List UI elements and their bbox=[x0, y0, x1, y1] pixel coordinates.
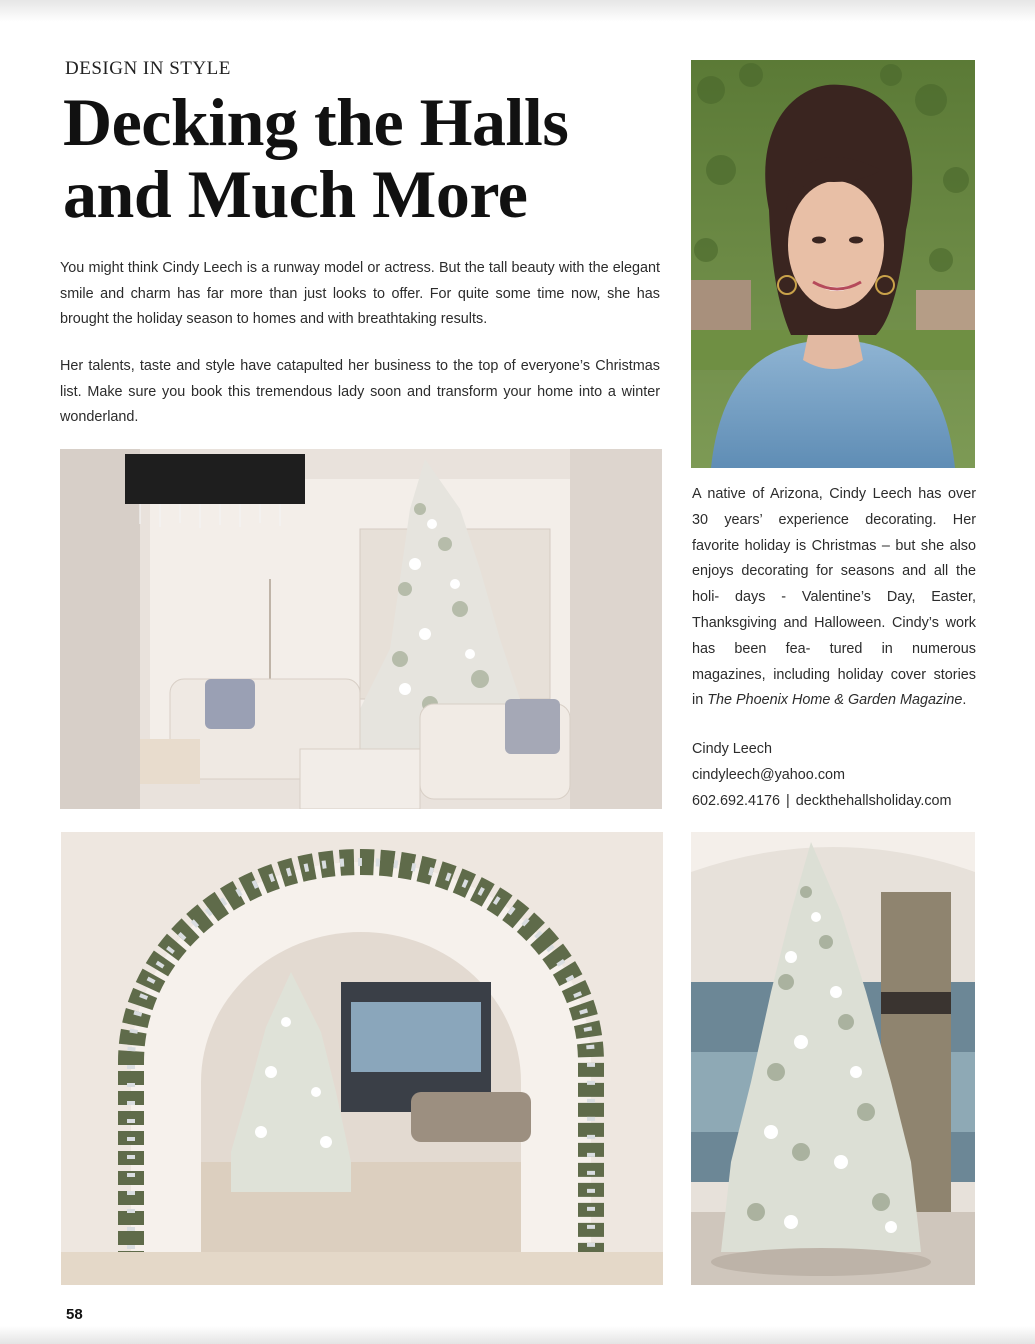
christmas-tree-photo bbox=[691, 832, 975, 1285]
intro-paragraph-2: Her talents, taste and style have catapulted her business to the top of everyone’s Christmas list. Make sure you book this tremendous lady soon and transform your home into a winter wonderland. bbox=[60, 358, 660, 425]
contact-phone: 602.692.4176 bbox=[692, 793, 781, 809]
headline-line-2: and Much More bbox=[63, 156, 528, 232]
contact-phone-website bbox=[692, 789, 982, 815]
archway-photo bbox=[61, 832, 663, 1285]
living-room-photo bbox=[60, 449, 662, 809]
page-number: 58 bbox=[66, 1306, 83, 1323]
portrait-photo bbox=[691, 60, 975, 468]
contact-separator: | bbox=[786, 793, 790, 809]
contact-website[interactable]: deckthehallsholiday.com bbox=[795, 793, 952, 809]
contact-name: Cindy Leech bbox=[692, 741, 772, 757]
page-bottom-shadow bbox=[0, 1326, 1035, 1344]
bio-paragraph bbox=[692, 482, 976, 714]
section-kicker: DESIGN IN STYLE bbox=[65, 58, 231, 79]
bio-magazine-title: The Phoenix Home & Garden Magazine bbox=[707, 692, 963, 709]
contact-email[interactable]: cindyleech@yahoo.com bbox=[692, 767, 845, 783]
bio-end: . bbox=[962, 692, 967, 709]
page-top-shadow bbox=[0, 0, 1035, 22]
bio-text: A native of Arizona, Cindy Leech has over 30 years’ experience decorating. Her favorite holiday is Christmas – but she also enjoys decorating for seasons and all the holi- days - Valentine’s Day, Easter, Thanksgiving and Halloween. Cindy’s work has been fea- tured in numerous magazines, including holiday cover stories in bbox=[692, 486, 976, 709]
article-headline bbox=[63, 86, 683, 230]
intro-paragraph-1: You might think Cindy Leech is a runway model or actress. But the tall beauty with the elegant smile and charm has far more than just looks to offer. For quite some time now, she has brought the holiday season to homes and with breathtaking results. bbox=[60, 260, 660, 327]
headline-line-1: Decking the Halls bbox=[63, 84, 569, 160]
